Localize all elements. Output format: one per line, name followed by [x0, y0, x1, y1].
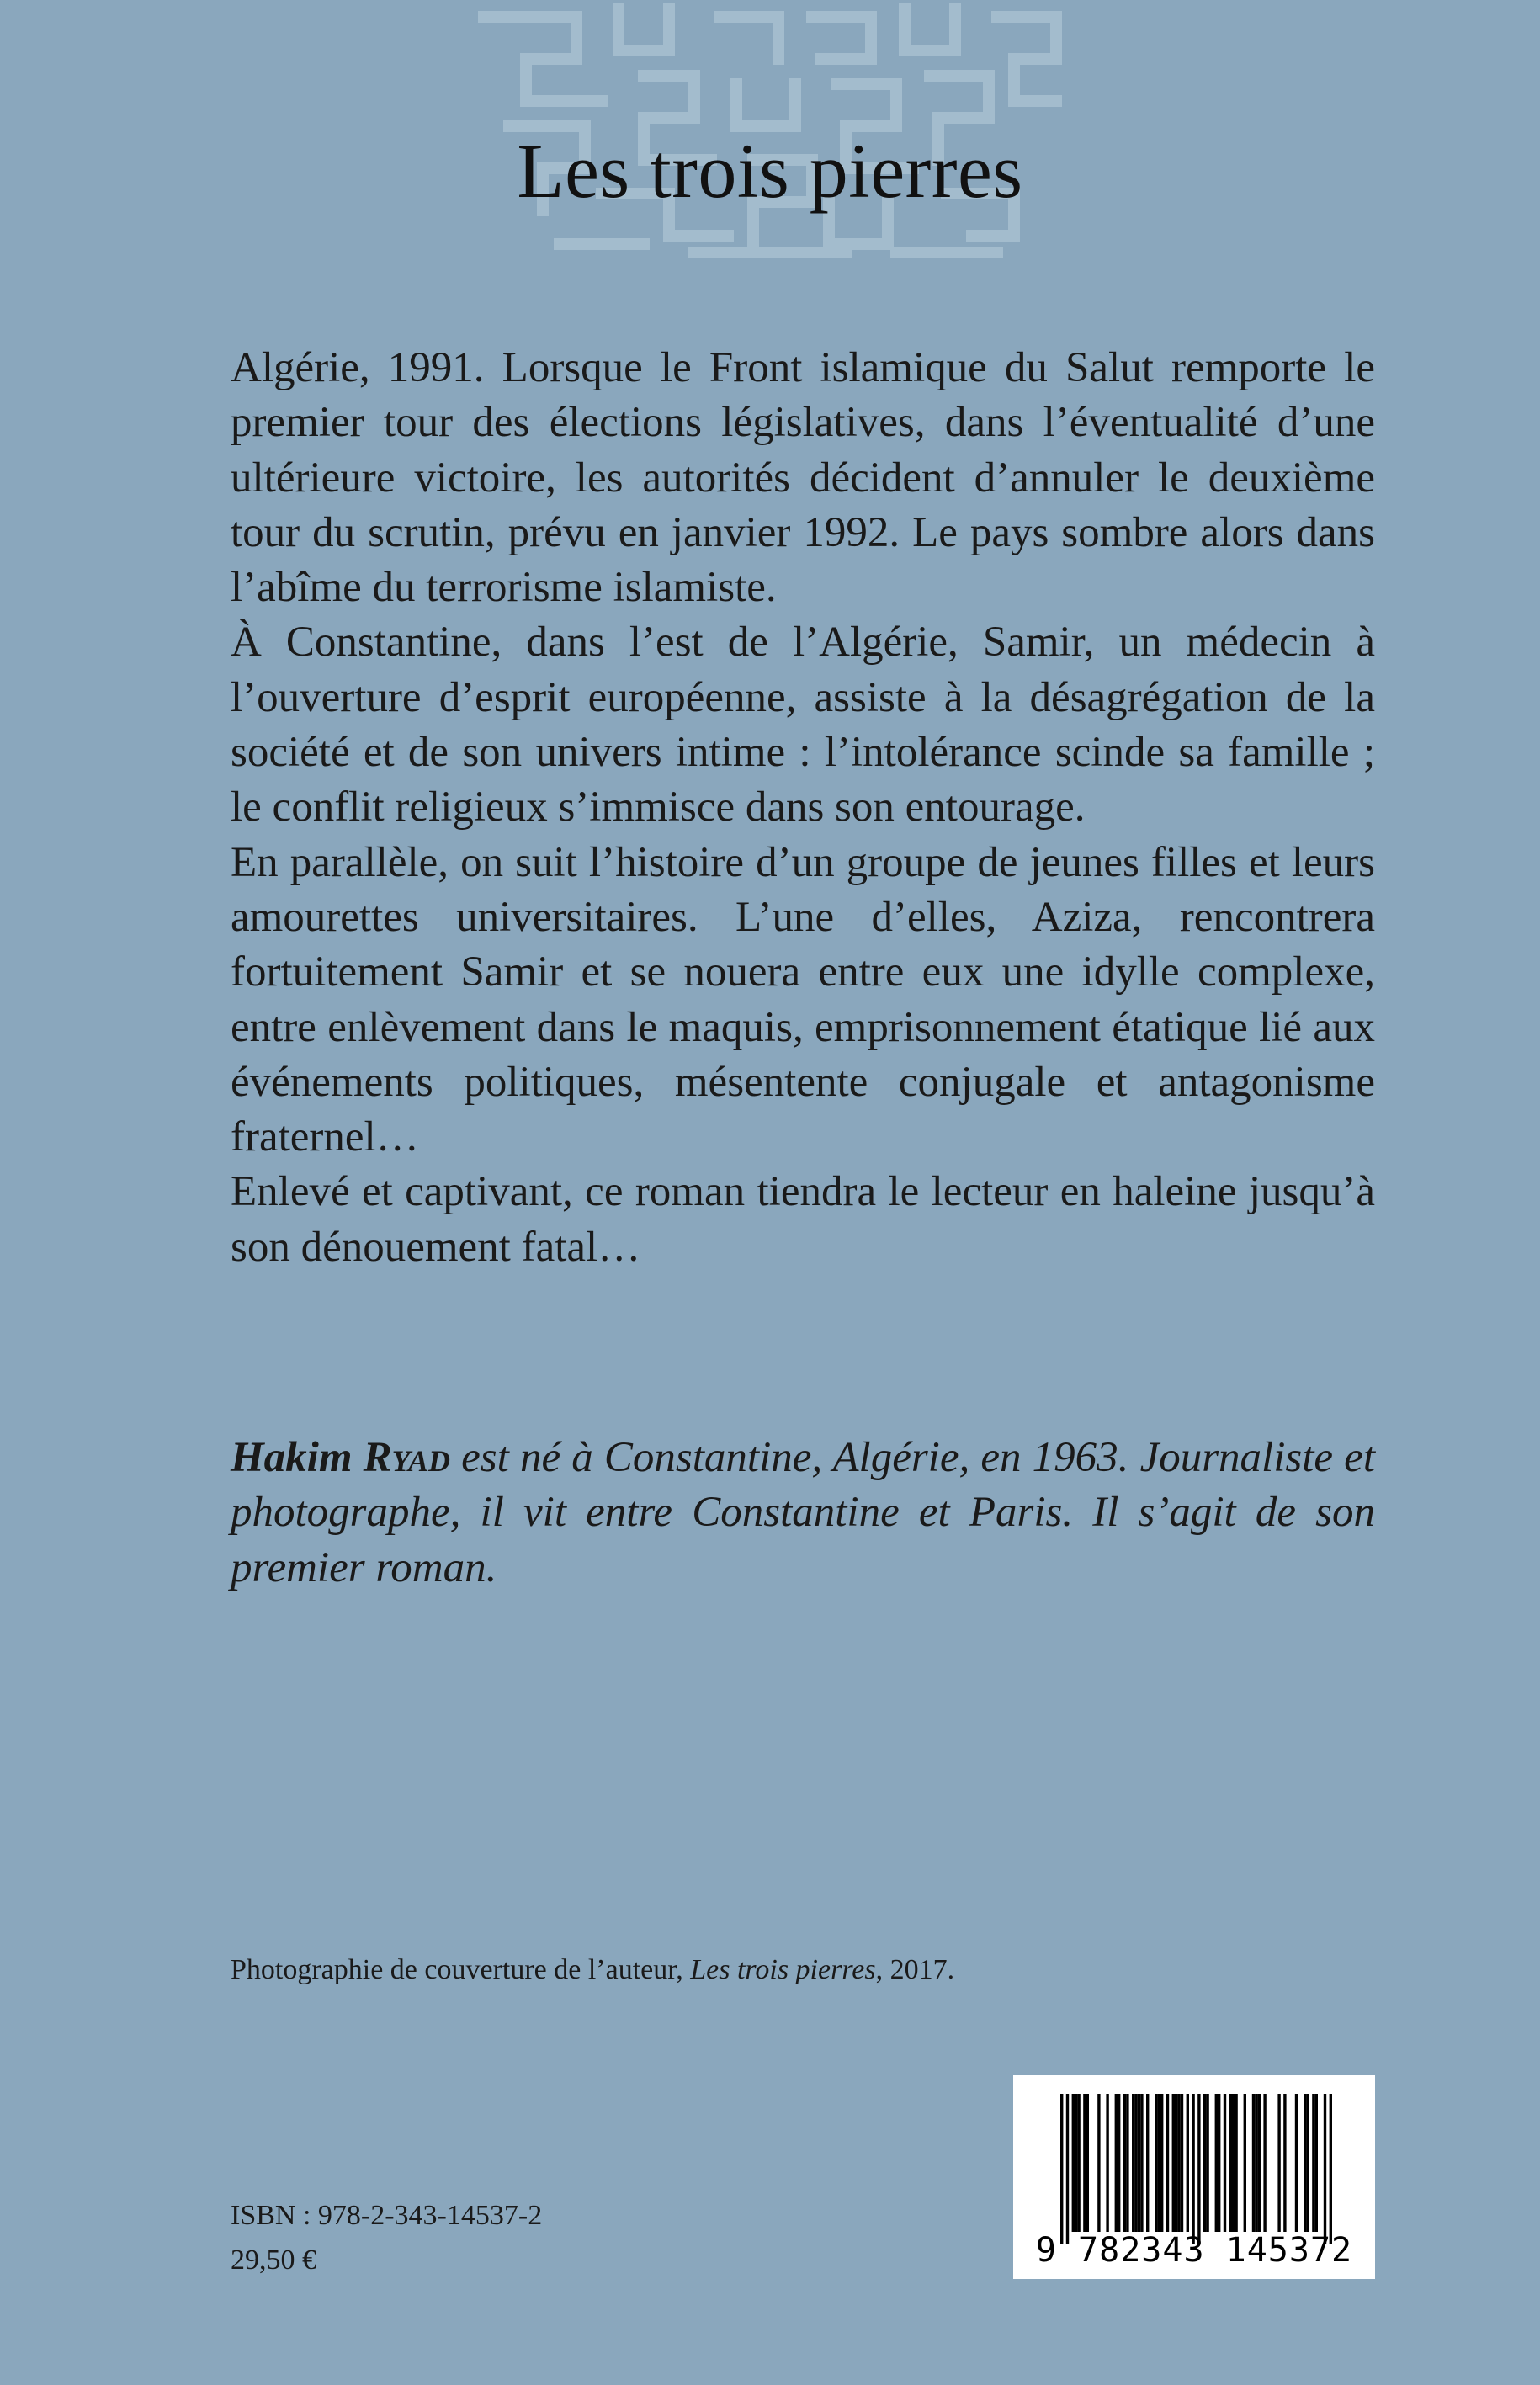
barcode-bar: [1263, 2094, 1266, 2232]
author-bio-text: est né à Constantine, Algérie, en 1963. Journaliste et photographe, il vit entre Constantine et Paris. Il s’agit de son premier roman.: [231, 1434, 1375, 1591]
barcode-bar: [1330, 2094, 1332, 2244]
barcode-bar: [1132, 2094, 1134, 2232]
barcode-bar: [1177, 2094, 1180, 2232]
blurb-paragraph: En parallèle, on suit l’histoire d’un groupe de jeunes filles et leurs amourettes universitaires. L’une d’elles, Aziza, rencontrera fortuitement Samir et se nouera entre eux une idylle complexe, entre enlèvement dans le maquis, emprisonnement étatique lié aux événements politiques, mésentente conjugale et antagonisme fraternel…: [231, 838, 1375, 1161]
barcode-bar: [1315, 2094, 1318, 2232]
barcode-bar: [1072, 2094, 1075, 2232]
photo-credit: [231, 1952, 954, 1988]
barcode-bar: [1306, 2094, 1309, 2232]
barcode-bar: [1312, 2094, 1314, 2232]
barcode-bar: [1075, 2094, 1077, 2232]
back-cover-blurb: [231, 341, 1375, 1275]
author-first-name: Hakim: [231, 1434, 364, 1481]
barcode-bar: [1218, 2094, 1220, 2232]
barcode-bar: [1295, 2094, 1298, 2232]
barcode-bar: [1252, 2094, 1255, 2232]
barcode-bar: [1181, 2094, 1183, 2232]
barcode-bar: [1187, 2094, 1189, 2232]
barcode-bar: [1232, 2094, 1235, 2232]
price: 29,50 €: [231, 2244, 316, 2276]
barcode-bar: [1203, 2094, 1206, 2232]
isbn: ISBN : 978-2-343-14537-2: [231, 2200, 543, 2231]
barcode-bar: [1155, 2094, 1157, 2232]
barcode-bar: [1138, 2094, 1140, 2232]
barcode-bar: [1224, 2094, 1226, 2232]
author-bio: [231, 1431, 1375, 1596]
barcode-bar: [1115, 2094, 1118, 2232]
book-title: Les trois pierres: [517, 128, 1023, 214]
barcode-bar: [1066, 2094, 1069, 2244]
barcode-bar: [1229, 2094, 1232, 2232]
barcode-bar: [1258, 2094, 1261, 2232]
blurb-paragraph: Algérie, 1991. Lorsque le Front islamique du Salut remporte le premier tour des élections législatives, dans l’éventualité d’une ultérieure victoire, les autorités décident d’annuler le deuxième tour du scrutin, prévu en janvier 1992. Le pays sombre alors dans l’abîme du terrorisme islamiste.: [231, 344, 1375, 612]
barcode-bar: [1324, 2094, 1326, 2244]
barcode-bar: [1172, 2094, 1175, 2232]
photo-credit-title: Les trois pierres: [690, 1954, 876, 1985]
barcode-bar: [1255, 2094, 1257, 2232]
barcode-bar: [1244, 2094, 1246, 2232]
photo-credit-prefix: Photographie de couverture de l’auteur,: [231, 1954, 691, 1985]
barcode-bar: [1192, 2094, 1194, 2244]
barcode-digits: 9 782343 145372: [1035, 2231, 1353, 2270]
author-last-name: Ryad: [363, 1434, 451, 1481]
barcode-bar: [1086, 2094, 1089, 2232]
blurb-paragraph: Enlevé et captivant, ce roman tiendra le lecteur en haleine jusqu’à son dénouement fatal…: [231, 1168, 1375, 1271]
barcode-bar: [1146, 2094, 1149, 2232]
barcode-bar: [1118, 2094, 1120, 2232]
barcode-bar: [1197, 2094, 1200, 2244]
barcode-bar: [1277, 2094, 1280, 2232]
blurb-paragraph: À Constantine, dans l’est de l’Algérie, Samir, un médecin à l’ouverture d’esprit européenne, assiste à la désagrégation de la société et de son univers intime : l’intolérance scinde sa famille ; le conflit religieux s’immisce dans son entourage.: [231, 619, 1375, 831]
barcode-bar: [1166, 2094, 1169, 2232]
barcode-bar: [1060, 2094, 1063, 2244]
author-name: [231, 1434, 450, 1481]
barcode-bar: [1106, 2094, 1108, 2232]
barcode-bar: [1283, 2094, 1286, 2232]
barcode-bar: [1097, 2094, 1100, 2232]
photo-credit-suffix: , 2017.: [875, 1954, 955, 1985]
barcode-bar: [1215, 2094, 1218, 2232]
barcode-bar: [1123, 2094, 1126, 2232]
barcode-bar: [1077, 2094, 1080, 2232]
barcode-bar: [1304, 2094, 1306, 2232]
barcode-bar: [1140, 2094, 1143, 2232]
barcode-bar: [1083, 2094, 1086, 2232]
barcode-bar: [1160, 2094, 1163, 2232]
barcode: [1013, 2075, 1375, 2279]
barcode-bar: [1235, 2094, 1237, 2232]
barcode-bar: [1175, 2094, 1177, 2232]
barcode-bar: [1206, 2094, 1208, 2232]
barcode-bar: [1126, 2094, 1128, 2232]
barcode-bar: [1134, 2094, 1137, 2232]
barcode-bar: [1158, 2094, 1160, 2232]
